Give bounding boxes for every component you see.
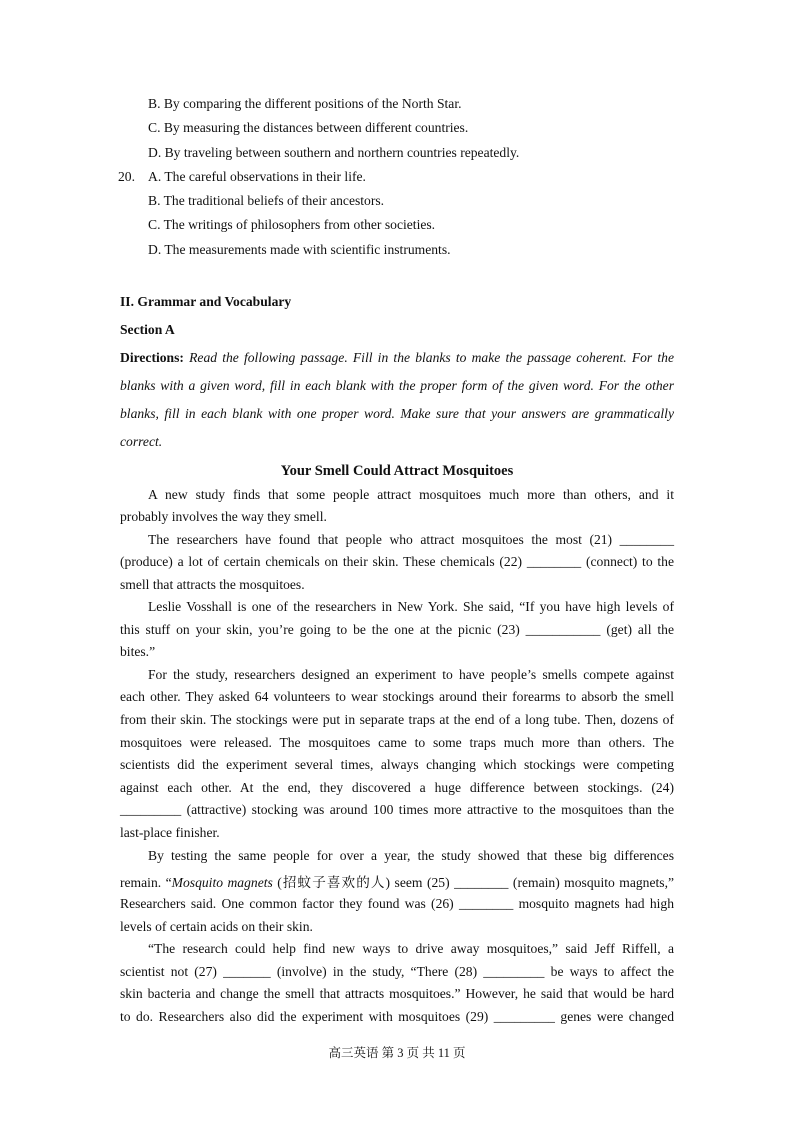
q19-option-c: C. By measuring the distances between different countries. (148, 120, 469, 135)
passage-line: last-place finisher. (120, 825, 220, 840)
passage-line: mosquitoes were released. The mosquitoes came to some traps much more than others. The (120, 735, 674, 750)
q19-option-d: D. By traveling between southern and northern countries repeatedly. (148, 145, 520, 160)
passage-line: to do. Researchers also did the experiment with mosquitoes (29) _________ genes were changed (120, 1009, 674, 1024)
mosquito-magnets-term: Mosquito magnets (171, 875, 273, 890)
q20-option-d: D. The measurements made with scientific instruments. (148, 242, 451, 257)
directions-line-4: correct. (120, 434, 163, 449)
passage-line: The researchers have found that people who attract mosquitoes the most (21) ________ (148, 532, 674, 547)
passage-line: this stuff on your skin, you’re going to be the one at the picnic (23) ___________ (get) all the (120, 622, 674, 637)
directions-line-2: blanks with a given word, fill in each blank with the proper form of the given word. For the other (120, 378, 674, 393)
passage-line: skin bacteria and change the smell that attracts mosquitoes.” However, he said that would be hard (120, 986, 674, 1001)
passage-line: Leslie Vosshall is one of the researchers in New York. She said, “If you have high levels of (148, 599, 674, 614)
page-footer: 高三英语 第 3 页 共 11 页 (328, 1046, 466, 1060)
passage-line: remain. “Mosquito magnets (招蚊子喜欢的人) seem (25) ________ (remain) mosquito magnets,” (120, 875, 674, 890)
passage-line: smell that attracts the mosquitoes. (120, 577, 305, 592)
passage-line: scientist not (27) _______ (involve) in the study, “There (28) _________ be ways to affect the (120, 964, 674, 979)
directions-line-3: blanks, fill in each blank with one proper word. Make sure that your answers are grammatically (120, 406, 674, 421)
q20-option-b: B. The traditional beliefs of their ancestors. (148, 193, 385, 208)
passage-title: Your Smell Could Attract Mosquitoes (280, 463, 514, 479)
q20-option-a: A. The careful observations in their life. (148, 169, 366, 184)
section-heading: II. Grammar and Vocabulary (120, 294, 292, 309)
passage-line: scientists did the experiment several times, always changing which stockings were competing (120, 757, 674, 772)
passage-line: (produce) a lot of certain chemicals on their skin. These chemicals (22) ________ (connect) to the (120, 554, 674, 569)
passage-line: levels of certain acids on their skin. (120, 919, 313, 934)
passage-line: _________ (attractive) stocking was around 100 times more attractive to the mosquitoes than the (120, 802, 674, 817)
directions-line-1: Directions: Read the following passage. Fill in the blanks to make the passage coherent. For the (120, 350, 674, 365)
passage-line: probably involves the way they smell. (120, 509, 327, 524)
passage-line: from their skin. The stockings were put in separate traps at the end of a long tube. Then, dozens of (120, 712, 674, 727)
passage-line: By testing the same people for over a year, the study showed that these big differences (148, 848, 674, 863)
q20-option-c: C. The writings of philosophers from other societies. (148, 217, 436, 232)
passage-line: each other. They asked 64 volunteers to wear stockings around their forearms to absorb the smell (120, 689, 674, 704)
subsection-heading: Section A (120, 322, 175, 337)
passage-line: “The research could help find new ways to drive away mosquitoes,” said Jeff Riffell, a (148, 941, 674, 956)
directions-label: Directions: (120, 350, 184, 365)
passage-line: against each other. At the end, they discovered a huge difference between stockings. (24) (120, 780, 674, 795)
passage-line: Researchers said. One common factor they found was (26) ________ mosquito magnets had high (120, 896, 674, 911)
passage-line: For the study, researchers designed an experiment to have people’s smells compete against (148, 667, 674, 682)
passage-line: bites.” (120, 644, 156, 659)
q19-option-b: B. By comparing the different positions of the North Star. (148, 96, 462, 111)
passage-line: A new study finds that some people attract mosquitoes much more than others, and it (148, 487, 674, 502)
q20-number: 20. (118, 169, 135, 184)
